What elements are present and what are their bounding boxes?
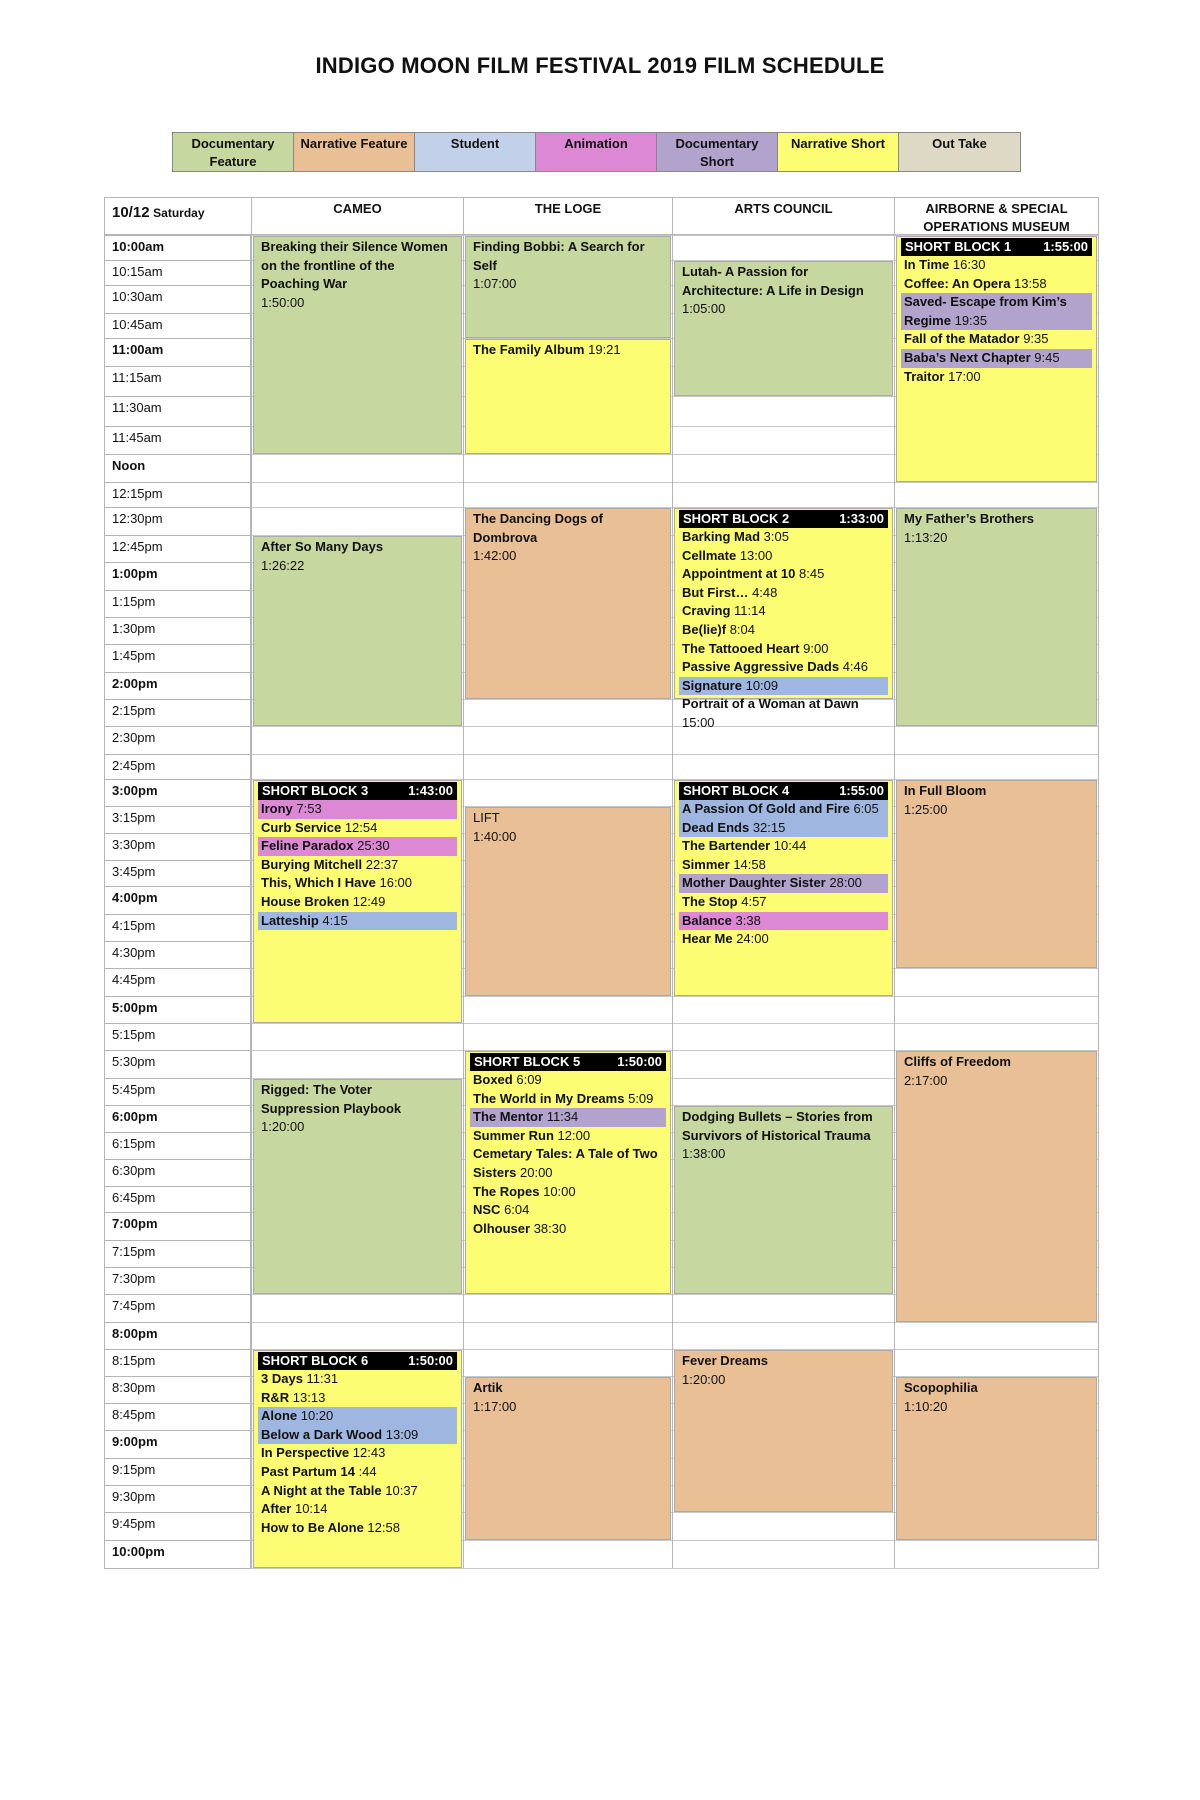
- time-slot-label: 10:30am: [104, 285, 251, 314]
- time-slot-label: 1:45pm: [104, 644, 251, 673]
- short-film-item[interactable]: [901, 330, 1092, 349]
- row-divider: [251, 726, 1099, 727]
- short-block-runtime: 1:43:00: [408, 783, 453, 798]
- short-block-runtime: 1:55:00: [1043, 239, 1088, 254]
- short-film-title: But First…: [682, 584, 749, 600]
- short-film-item[interactable]: [258, 800, 457, 819]
- short-film-title: Craving: [682, 603, 731, 619]
- short-film-runtime: 4:15: [322, 912, 348, 928]
- short-block-card[interactable]: [896, 236, 1097, 482]
- film-title: Rigged: The Voter Suppression Playbook: [261, 1082, 402, 1116]
- time-slot-label: 6:00pm: [104, 1105, 251, 1133]
- legend-item: Out Take: [899, 133, 1020, 171]
- short-film-runtime: 10:44: [773, 838, 807, 854]
- short-film-item[interactable]: [679, 621, 888, 640]
- short-film-runtime: 16:00: [379, 875, 413, 891]
- short-film-runtime: 13:58: [1014, 275, 1047, 291]
- time-slot-label: 12:15pm: [104, 482, 251, 508]
- short-film-item[interactable]: [679, 584, 888, 603]
- time-slot-label: 9:00pm: [104, 1430, 251, 1459]
- film-runtime: 1:20:00: [682, 1371, 726, 1387]
- short-block-name: SHORT BLOCK 6: [262, 1353, 369, 1368]
- time-slot-label: 8:45pm: [104, 1403, 251, 1431]
- short-film-item[interactable]: [679, 658, 888, 677]
- film-card[interactable]: [465, 508, 671, 699]
- short-film-item[interactable]: [679, 837, 888, 856]
- short-film-item[interactable]: [470, 1090, 666, 1109]
- short-film-item[interactable]: [901, 293, 1092, 330]
- short-film-title: Barking Mad: [682, 529, 761, 544]
- short-film-item[interactable]: [901, 256, 1092, 275]
- short-block-runtime: 1:55:00: [839, 783, 884, 798]
- film-runtime: 1:50:00: [261, 294, 305, 310]
- short-film-runtime: 12:00: [557, 1127, 591, 1143]
- short-film-item[interactable]: [679, 602, 888, 621]
- time-slot-label: 6:45pm: [104, 1186, 251, 1213]
- short-film-runtime: 25:30: [357, 838, 390, 854]
- film-card[interactable]: [465, 1377, 671, 1540]
- page-title: INDIGO MOON FILM FESTIVAL 2019 FILM SCHEDULE: [315, 53, 885, 78]
- film-title: After So Many Days: [261, 539, 384, 554]
- time-slot-label: 8:15pm: [104, 1349, 251, 1377]
- short-film-runtime: 4:46: [842, 659, 868, 675]
- short-film-item[interactable]: [258, 819, 457, 838]
- short-film-runtime: 10:20: [300, 1408, 334, 1424]
- short-film-runtime: 20:00: [520, 1164, 553, 1180]
- short-film-item[interactable]: [258, 1482, 457, 1501]
- short-film-title: Saved- Escape from Kim’s Regime: [904, 294, 1067, 328]
- short-film-item[interactable]: [679, 677, 888, 696]
- short-block-card[interactable]: [465, 1051, 671, 1294]
- film-title: The Dancing Dogs of Dombrova: [473, 511, 603, 545]
- short-film-runtime: 15:00: [682, 714, 715, 730]
- short-block-runtime: 1:33:00: [839, 511, 884, 526]
- short-film-runtime: 10:00: [543, 1183, 576, 1199]
- film-card[interactable]: [896, 508, 1097, 726]
- short-block-name: SHORT BLOCK 3: [262, 783, 369, 798]
- short-film-runtime: 13:00: [739, 547, 773, 563]
- short-film-title: House Broken: [261, 893, 350, 909]
- time-slot-label: 10:15am: [104, 260, 251, 286]
- short-film-runtime: 5:09: [628, 1090, 654, 1106]
- column-divider: [894, 235, 895, 1568]
- short-film-runtime: 22:37: [365, 856, 399, 872]
- time-slot-label: 1:00pm: [104, 562, 251, 591]
- short-film-item[interactable]: [470, 1127, 666, 1146]
- column-divider: [463, 235, 464, 1568]
- short-film-item[interactable]: [258, 874, 457, 893]
- short-film-title: In Time: [904, 257, 950, 272]
- time-slot-label: 11:00am: [104, 338, 251, 367]
- film-runtime: 1:40:00: [473, 828, 517, 844]
- row-divider: [251, 754, 1099, 755]
- time-slot-label: 12:45pm: [104, 535, 251, 563]
- short-film-runtime: 16:30: [952, 257, 986, 272]
- time-slot-label: 3:15pm: [104, 806, 251, 834]
- short-film-title: The World in My Dreams: [473, 1090, 625, 1106]
- short-film-title: Balance: [682, 912, 732, 928]
- time-slot-label: 3:00pm: [104, 779, 251, 807]
- short-block-header: [901, 238, 1092, 256]
- row-divider: [251, 1023, 1099, 1024]
- time-slot-label: 3:45pm: [104, 860, 251, 887]
- time-slot-label: 7:15pm: [104, 1240, 251, 1268]
- short-block-header: [258, 782, 457, 800]
- time-slot-label: 4:30pm: [104, 941, 251, 969]
- short-film-item[interactable]: [679, 912, 888, 931]
- time-slot-label: 11:15am: [104, 366, 251, 397]
- time-slot-label: 12:30pm: [104, 507, 251, 536]
- time-slot-label: 7:00pm: [104, 1212, 251, 1241]
- row-divider: [251, 1322, 1099, 1323]
- venue-header-arts-council: ARTS COUNCIL: [672, 197, 895, 235]
- time-slot-label: 4:45pm: [104, 968, 251, 997]
- time-slot-label: 5:30pm: [104, 1050, 251, 1079]
- short-film-item[interactable]: [679, 547, 888, 566]
- time-slot-label: 9:30pm: [104, 1485, 251, 1513]
- short-film-item[interactable]: [258, 1519, 457, 1538]
- film-card[interactable]: [896, 780, 1097, 968]
- short-film-title: Dead Ends: [682, 819, 750, 835]
- time-slot-label: 10:45am: [104, 313, 251, 339]
- time-slot-label: 6:30pm: [104, 1159, 251, 1187]
- short-film-runtime: 3:05: [763, 529, 789, 544]
- short-film-title: Baba’s Next Chapter: [904, 349, 1031, 365]
- film-card[interactable]: [465, 807, 671, 996]
- short-film-runtime: 4:48: [752, 584, 778, 600]
- short-film-title: Curb Service: [261, 819, 342, 835]
- time-slot-label: 11:30am: [104, 396, 251, 427]
- film-card[interactable]: [896, 1377, 1097, 1540]
- film-runtime: 1:07:00: [473, 276, 517, 292]
- time-slot-label: 10:00pm: [104, 1540, 251, 1569]
- short-film-item[interactable]: [258, 912, 457, 931]
- film-card[interactable]: [674, 261, 893, 396]
- short-film-runtime: 9:35: [1023, 331, 1049, 347]
- short-film-title: The Bartender: [682, 838, 771, 854]
- short-film-runtime: 11:31: [306, 1371, 339, 1386]
- short-block-name: SHORT BLOCK 5: [474, 1054, 581, 1069]
- film-title: Scopophilia: [904, 1380, 978, 1395]
- short-film-item[interactable]: [901, 349, 1092, 368]
- short-film-runtime: 11:14: [734, 603, 766, 619]
- short-film-title: Coffee: An Opera: [904, 275, 1011, 291]
- time-slot-label: Noon: [104, 454, 251, 483]
- short-film-item[interactable]: [470, 1201, 666, 1220]
- short-block-name: SHORT BLOCK 2: [683, 511, 790, 526]
- short-film-title: The Mentor: [473, 1109, 544, 1125]
- short-film-item[interactable]: [470, 1071, 666, 1090]
- short-block-card[interactable]: [674, 780, 893, 996]
- short-film-title: Feline Paradox: [261, 838, 354, 854]
- film-runtime: 1:42:00: [473, 548, 517, 564]
- film-runtime: 1:25:00: [904, 801, 948, 817]
- short-film-title: R&R: [261, 1389, 290, 1405]
- film-title: Finding Bobbi: A Search for Self: [473, 239, 645, 273]
- short-film-item[interactable]: [679, 800, 888, 819]
- film-runtime: 1:38:00: [682, 1146, 726, 1162]
- short-film-runtime: 32:15: [752, 819, 786, 835]
- category-legend: [172, 132, 1021, 172]
- short-film-runtime: 17:00: [948, 368, 981, 384]
- short-film-item[interactable]: [258, 1370, 457, 1389]
- short-film-runtime: 8:45: [799, 566, 825, 582]
- short-film-title: Summer Run: [473, 1127, 554, 1143]
- film-card[interactable]: [674, 1350, 893, 1512]
- column-divider: [251, 235, 252, 1568]
- venue-header-cameo: CAMEO: [251, 197, 464, 235]
- venue-header-loge: THE LOGE: [463, 197, 673, 235]
- row-divider: [251, 482, 1099, 483]
- film-card[interactable]: [465, 236, 671, 338]
- film-runtime: 1:10:20: [904, 1398, 948, 1414]
- short-film-item[interactable]: [901, 275, 1092, 294]
- film-title: In Full Bloom: [904, 783, 987, 798]
- day-label: Saturday: [153, 206, 205, 220]
- film-title: LIFT: [473, 810, 500, 825]
- short-film-title: The Ropes: [473, 1183, 540, 1199]
- short-film-runtime: 13:09: [385, 1426, 419, 1442]
- short-film-item[interactable]: [470, 1145, 666, 1182]
- short-film-runtime: 12:54: [344, 819, 378, 835]
- short-film-title: Cellmate: [682, 547, 737, 563]
- short-film-title: In Perspective: [261, 1445, 350, 1461]
- time-slot-label: 8:30pm: [104, 1376, 251, 1404]
- short-block-runtime: 1:50:00: [617, 1054, 662, 1069]
- short-film-item[interactable]: [679, 856, 888, 875]
- film-title: Fever Dreams: [682, 1353, 768, 1368]
- short-film-runtime: 8:04: [729, 621, 755, 637]
- short-film-item[interactable]: [901, 368, 1092, 387]
- short-film-item[interactable]: [679, 528, 888, 547]
- time-slot-label: 3:30pm: [104, 833, 251, 861]
- film-title: The Family Album: [473, 342, 585, 357]
- short-film-title: Burying Mitchell: [261, 856, 363, 872]
- film-runtime: 1:05:00: [682, 301, 726, 317]
- time-slot-label: 10:00am: [104, 235, 251, 261]
- short-film-item[interactable]: [258, 893, 457, 912]
- film-title: Breaking their Silence Women on the frontline of the Poaching War: [261, 239, 448, 292]
- time-slot-label: 7:45pm: [104, 1294, 251, 1323]
- short-film-title: NSC: [473, 1202, 501, 1218]
- short-film-title: Olhouser: [473, 1220, 531, 1236]
- short-film-item[interactable]: [679, 893, 888, 912]
- time-slot-label: 5:15pm: [104, 1023, 251, 1051]
- short-block-name: SHORT BLOCK 4: [683, 783, 790, 798]
- short-film-item[interactable]: [679, 565, 888, 584]
- short-film-runtime: 28:00: [829, 875, 862, 891]
- short-film-runtime: 9:45: [1034, 349, 1060, 365]
- short-block-header: [679, 510, 888, 528]
- time-slot-label: 2:00pm: [104, 672, 251, 700]
- short-film-runtime: :44: [358, 1463, 377, 1479]
- short-film-item[interactable]: [258, 1444, 457, 1463]
- short-film-runtime: 19:35: [954, 312, 988, 328]
- film-card[interactable]: [253, 1079, 462, 1294]
- short-film-item[interactable]: [679, 930, 888, 949]
- time-slot-label: 5:45pm: [104, 1078, 251, 1106]
- legend-item: Student: [415, 133, 536, 171]
- short-film-item[interactable]: [258, 1463, 457, 1482]
- short-film-runtime: 6:09: [516, 1072, 542, 1087]
- short-film-runtime: 10:09: [745, 677, 779, 693]
- short-film-runtime: 10:14: [294, 1501, 328, 1517]
- short-film-title: How to Be Alone: [261, 1519, 364, 1535]
- time-slot-label: 2:15pm: [104, 699, 251, 727]
- short-film-title: Portrait of a Woman at Dawn: [682, 696, 859, 712]
- schedule-grid: [104, 197, 1099, 1725]
- film-runtime: 1:20:00: [261, 1119, 305, 1135]
- short-film-runtime: 24:00: [736, 931, 769, 947]
- short-film-title: Latteship: [261, 912, 319, 928]
- short-film-title: A Night at the Table: [261, 1482, 382, 1498]
- film-runtime: 2:17:00: [904, 1072, 948, 1088]
- short-film-title: Simmer: [682, 856, 730, 872]
- short-film-title: Boxed: [473, 1072, 513, 1087]
- film-title: Cliffs of Freedom: [904, 1054, 1011, 1069]
- short-film-item[interactable]: [258, 1500, 457, 1519]
- short-film-runtime: 10:37: [385, 1482, 418, 1498]
- short-film-title: Irony: [261, 801, 293, 816]
- short-film-title: Past Partum 14: [261, 1463, 355, 1479]
- film-title: Dodging Bullets – Stories from Survivors of Historical Trauma: [682, 1109, 873, 1143]
- short-film-title: After: [261, 1501, 292, 1517]
- short-film-runtime: 12:49: [352, 893, 386, 909]
- film-title: My Father’s Brothers: [904, 511, 1035, 526]
- short-block-header: [258, 1352, 457, 1370]
- short-film-title: Traitor: [904, 368, 945, 384]
- short-film-item[interactable]: [470, 1220, 666, 1239]
- time-slot-label: 4:00pm: [104, 886, 251, 915]
- short-film-item[interactable]: [258, 1426, 457, 1445]
- short-block-header: [679, 782, 888, 800]
- time-slot-label: 7:30pm: [104, 1267, 251, 1295]
- short-film-title: Hear Me: [682, 931, 733, 947]
- short-film-title: Signature: [682, 677, 742, 693]
- short-film-title: Cemetary Tales: A Tale of Two Sisters: [473, 1146, 658, 1180]
- film-card[interactable]: [674, 1106, 893, 1294]
- short-film-title: The Tattooed Heart: [682, 640, 800, 656]
- time-slot-label: 4:15pm: [104, 914, 251, 942]
- film-title: Lutah- A Passion for Architecture: A Life in Design: [682, 264, 864, 298]
- column-divider: [1098, 235, 1099, 1568]
- legend-item: Documentary Feature: [173, 133, 294, 171]
- short-block-card[interactable]: [674, 508, 893, 730]
- date-header: [104, 197, 252, 235]
- short-block-card[interactable]: [253, 1350, 462, 1568]
- time-slot-label: 1:30pm: [104, 617, 251, 645]
- short-film-item[interactable]: [679, 874, 888, 893]
- short-block-runtime: 1:50:00: [408, 1353, 453, 1368]
- short-film-item[interactable]: [470, 1183, 666, 1202]
- short-film-title: Be(lie)f: [682, 621, 727, 637]
- short-film-runtime: 14:58: [733, 856, 766, 872]
- short-film-runtime: 6:05: [853, 801, 879, 816]
- short-film-runtime: 4:57: [741, 893, 767, 909]
- time-slot-label: 2:30pm: [104, 726, 251, 755]
- film-runtime: 1:13:20: [904, 529, 948, 545]
- time-slot-label: 6:15pm: [104, 1132, 251, 1160]
- row-divider: [251, 1568, 1099, 1569]
- date-label: 10/12: [112, 204, 150, 221]
- venue-header-airborne-museum: AIRBORNE & SPECIAL OPERATIONS MUSEUM: [894, 197, 1099, 235]
- film-title: Artik: [473, 1380, 503, 1395]
- film-runtime: 1:26:22: [261, 557, 305, 573]
- short-film-title: Alone: [261, 1408, 298, 1424]
- time-slot-label: 2:45pm: [104, 754, 251, 780]
- time-slot-label: 1:15pm: [104, 590, 251, 618]
- short-film-runtime: 11:34: [546, 1109, 579, 1125]
- short-film-title: This, Which I Have: [261, 875, 376, 891]
- short-film-title: The Stop: [682, 893, 738, 909]
- short-film-item[interactable]: [258, 1389, 457, 1408]
- short-film-item[interactable]: [258, 837, 457, 856]
- time-slot-label: 8:00pm: [104, 1322, 251, 1350]
- time-slot-label: 5:00pm: [104, 996, 251, 1024]
- legend-item: Narrative Short: [778, 133, 899, 171]
- film-card[interactable]: [896, 1051, 1097, 1322]
- short-film-item[interactable]: [258, 856, 457, 875]
- short-film-runtime: 13:13: [292, 1389, 326, 1405]
- short-film-title: Fall of the Matador: [904, 331, 1020, 347]
- short-film-title: Appointment at 10: [682, 566, 796, 582]
- short-film-item[interactable]: [679, 695, 888, 732]
- column-divider: [672, 235, 673, 1568]
- film-card[interactable]: [465, 339, 671, 454]
- short-film-item[interactable]: [679, 819, 888, 838]
- time-slot-label: 9:15pm: [104, 1458, 251, 1486]
- short-film-title: Below a Dark Wood: [261, 1426, 383, 1442]
- short-film-item[interactable]: [258, 1407, 457, 1426]
- short-film-item[interactable]: [679, 640, 888, 659]
- short-film-title: Mother Daughter Sister: [682, 875, 826, 891]
- short-film-runtime: 6:04: [504, 1202, 530, 1218]
- short-film-item[interactable]: [470, 1108, 666, 1127]
- film-runtime: 19:21: [588, 342, 621, 357]
- short-film-runtime: 38:30: [533, 1220, 567, 1236]
- film-card[interactable]: [253, 236, 462, 454]
- time-slot-label: 9:45pm: [104, 1512, 251, 1541]
- short-block-header: [470, 1053, 666, 1071]
- film-runtime: 1:17:00: [473, 1398, 517, 1414]
- short-block-name: SHORT BLOCK 1: [905, 239, 1012, 254]
- short-film-title: A Passion Of Gold and Fire: [682, 801, 850, 816]
- time-slot-label: 11:45am: [104, 426, 251, 455]
- short-film-runtime: 9:00: [803, 640, 829, 656]
- short-block-card[interactable]: [253, 780, 462, 1023]
- legend-item: Documentary Short: [657, 133, 778, 171]
- film-card[interactable]: [253, 536, 462, 726]
- short-film-title: Passive Aggressive Dads: [682, 659, 840, 675]
- short-film-runtime: 12:43: [352, 1445, 386, 1461]
- legend-item: Narrative Feature: [294, 133, 415, 171]
- short-film-runtime: 3:38: [735, 912, 761, 928]
- legend-item: Animation: [536, 133, 657, 171]
- short-film-title: 3 Days: [261, 1371, 303, 1386]
- short-film-runtime: 7:53: [296, 801, 322, 816]
- short-film-runtime: 12:58: [367, 1519, 400, 1535]
